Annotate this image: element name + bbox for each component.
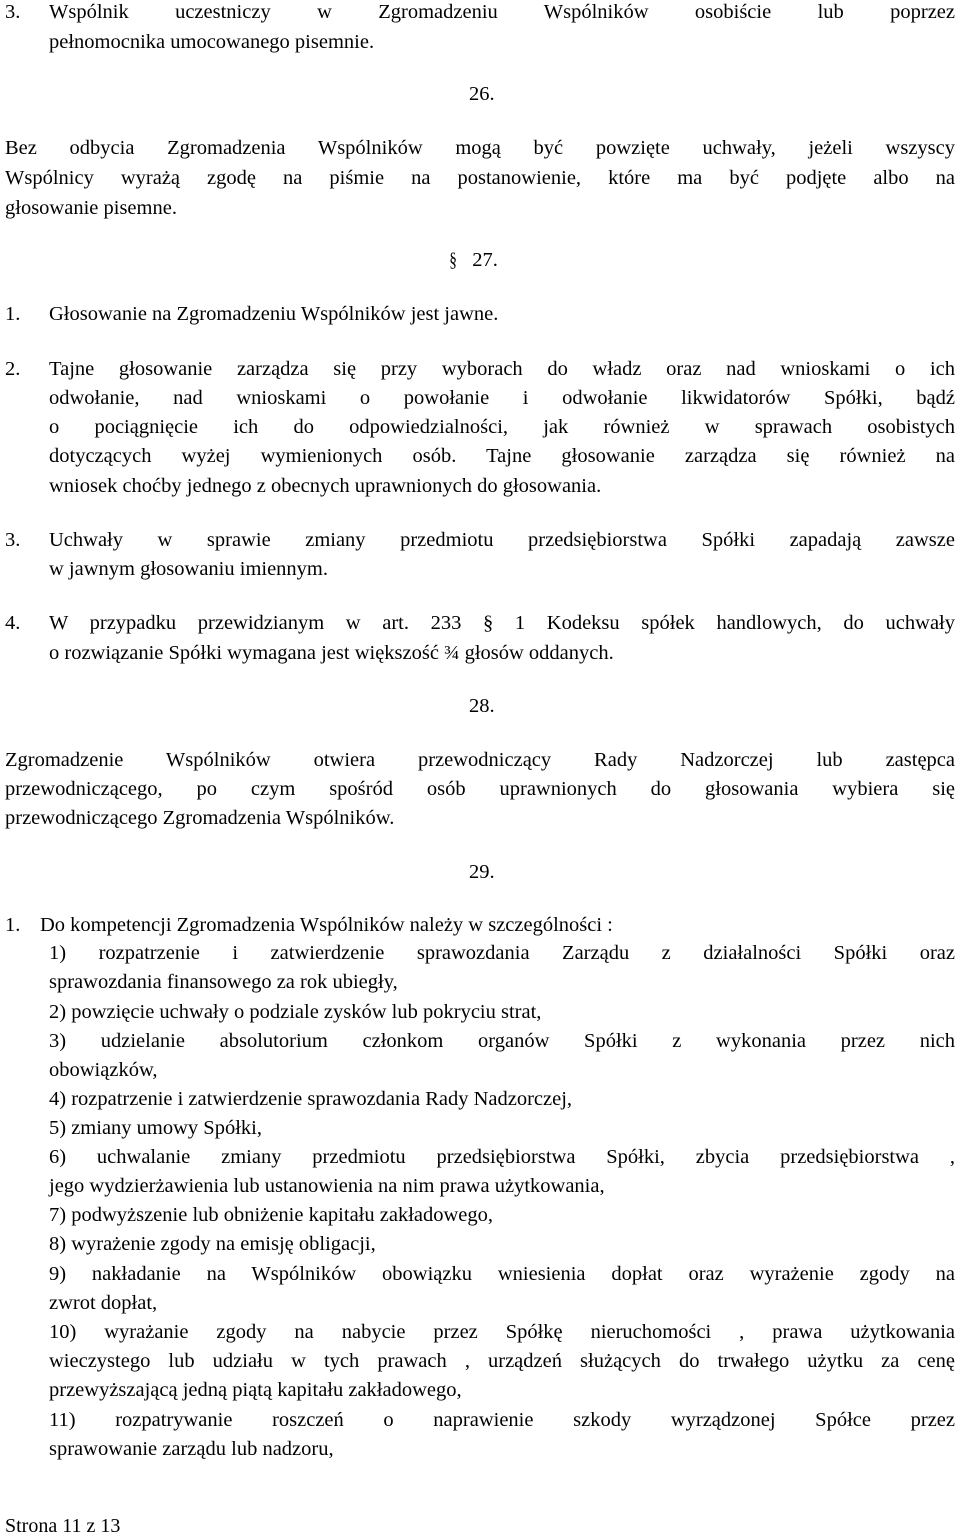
paragraph-line: przewodniczącego, po czym spośród osób uprawnionych do głosowania wybiera się [5, 778, 955, 800]
paragraph-line: o rozwiązanie Spółki wymagana jest większość ¾ głosów oddanych. [49, 642, 614, 664]
paragraph-line: Bez odbycia Zgromadzenia Wspólników mogą być powzięte uchwały, jeżeli wszyscy [5, 137, 955, 159]
page-footer: Strona 11 z 13 [5, 1515, 121, 1537]
list-item: 6) uchwalanie zmiany przedmiotu przedsiębiorstwa Spółki, zbycia przedsiębiorstwa , [49, 1146, 955, 1168]
section-heading-27: § 27. [449, 249, 498, 271]
list-item: 11) rozpatrywanie roszczeń o naprawienie szkody wyrządzonej Spółce przez [49, 1409, 955, 1431]
list-item: 1) rozpatrzenie i zatwierdzenie sprawozdania Zarządu z działalności Spółki oraz [49, 942, 955, 964]
list-item: 3) udzielanie absolutorium członkom organów Spółki z wykonania przez nich [49, 1030, 955, 1052]
paragraph-line: odwołanie, nad wnioskami o powołanie i odwołanie likwidatorów Spółki, bądź [49, 387, 955, 409]
item-number: 4. [5, 612, 21, 634]
paragraph-line: w jawnym głosowaniu imiennym. [49, 558, 329, 580]
list-item: zwrot dopłat, [49, 1292, 158, 1314]
paragraph-line: dotyczących wyżej wymienionych osób. Tajne głosowanie zarządza się również na [49, 445, 955, 467]
item-number: 3. [5, 529, 21, 551]
list-item: 10) wyrażanie zgody na nabycie przez Spółkę nieruchomości , prawa użytkowania [49, 1321, 955, 1343]
list-item: przewyższającą jedną piątą kapitału zakładowego, [49, 1379, 462, 1401]
item-number: 3. [5, 1, 21, 23]
paragraph-line: pełnomocnika umocowanego pisemnie. [49, 31, 375, 53]
section-heading-26: 26. [469, 83, 495, 105]
paragraph-line: o pociągnięcie ich do odpowiedzialności, jak również w sprawach osobistych [49, 416, 955, 438]
list-item: 4) rozpatrzenie i zatwierdzenie sprawozdania Rady Nadzorczej, [49, 1088, 573, 1110]
list-item: 7) podwyższenie lub obniżenie kapitału zakładowego, [49, 1204, 494, 1226]
paragraph-line: przewodniczącego Zgromadzenia Wspólników. [5, 807, 395, 829]
paragraph-line: wniosek choćby jednego z obecnych uprawnionych do głosowania. [49, 475, 602, 497]
list-item: 8) wyrażenie zgody na emisję obligacji, [49, 1233, 376, 1255]
paragraph-line: Wspólnicy wyrażą zgodę na piśmie na postanowienie, które ma być podjęte albo na [5, 167, 955, 189]
item-number: 1. [5, 303, 21, 325]
list-item: 9) nakładanie na Wspólników obowiązku wniesienia dopłat oraz wyrażenie zgody na [49, 1263, 955, 1285]
paragraph-line: W przypadku przewidzianym w art. 233 § 1 Kodeksu spółek handlowych, do uchwały [49, 612, 955, 634]
paragraph-line: Głosowanie na Zgromadzeniu Wspólników jest jawne. [49, 303, 499, 325]
list-item: wieczystego lub udziału w tych prawach , urządzeń służących do trwałego użytku za cenę [49, 1350, 955, 1372]
list-item: 2) powzięcie uchwały o podziale zysków lub pokryciu strat, [49, 1001, 542, 1023]
paragraph-line: Uchwały w sprawie zmiany przedmiotu przedsiębiorstwa Spółki zapadają zawsze [49, 529, 955, 551]
list-item: 5) zmiany umowy Spółki, [49, 1117, 262, 1139]
paragraph-line: Wspólnik uczestniczy w Zgromadzeniu Wspólników osobiście lub poprzez [49, 1, 955, 23]
list-item: jego wydzierżawienia lub ustanowienia na nim prawa użytkowania, [49, 1175, 605, 1197]
list-item: sprawowanie zarządu lub nadzoru, [49, 1438, 334, 1460]
paragraph-line: Do kompetencji Zgromadzenia Wspólników należy w szczególności : [40, 914, 613, 936]
paragraph-line: głosowanie pisemne. [5, 197, 177, 219]
list-item: obowiązków, [49, 1059, 158, 1081]
paragraph-line: Tajne głosowanie zarządza się przy wyborach do władz oraz nad wnioskami o ich [49, 358, 955, 380]
section-sign: § [449, 249, 457, 271]
section-heading-29: 29. [469, 861, 495, 883]
section-heading-28: 28. [469, 695, 495, 717]
paragraph-line: Zgromadzenie Wspólników otwiera przewodniczący Rady Nadzorczej lub zastępca [5, 749, 955, 771]
list-item: sprawozdania finansowego za rok ubiegły, [49, 971, 398, 993]
item-number: 2. [5, 358, 21, 380]
item-number: 1. [5, 914, 21, 936]
